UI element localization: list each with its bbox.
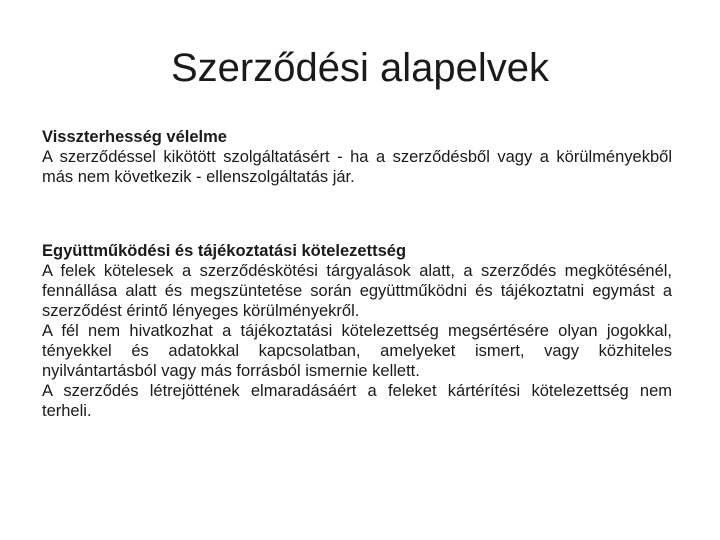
section-paragraph: A felek kötelesek a szerződéskötési tárgyalások alatt, a szerződés megkötésénél, fennállása alatt és megszüntetése során együttműködni és tájékoztatni egymást a szerződést érintő lényeges körülményekről. [42,262,672,320]
section-heading: Együttműködési és tájékoztatási kötelezettség [42,242,407,260]
section-presumption-of-consideration [42,127,672,187]
slide-title: Szerződési alapelvek [171,46,549,90]
section-paragraph: A fél nem hivatkozhat a tájékoztatási kötelezettség megsértésére olyan jogokkal, tényekkel és adatokkal kapcsolatban, amelyeket ismert, vagy közhiteles nyilvántartásból vagy más forrásból ismernie kellett. [42,322,672,380]
section-paragraph: A szerződés létrejöttének elmaradásáért a feleket kártérítési kötelezettség nem terheli. [42,382,672,420]
section-paragraph: A szerződéssel kikötött szolgáltatásért - ha a szerződésből vagy a körülményekből más nem következik - ellenszolgáltatás jár. [42,148,672,186]
section-heading: Visszterhesség vélelme [42,128,227,146]
slide-content [42,127,672,421]
section-cooperation-and-information-duty [42,241,672,421]
